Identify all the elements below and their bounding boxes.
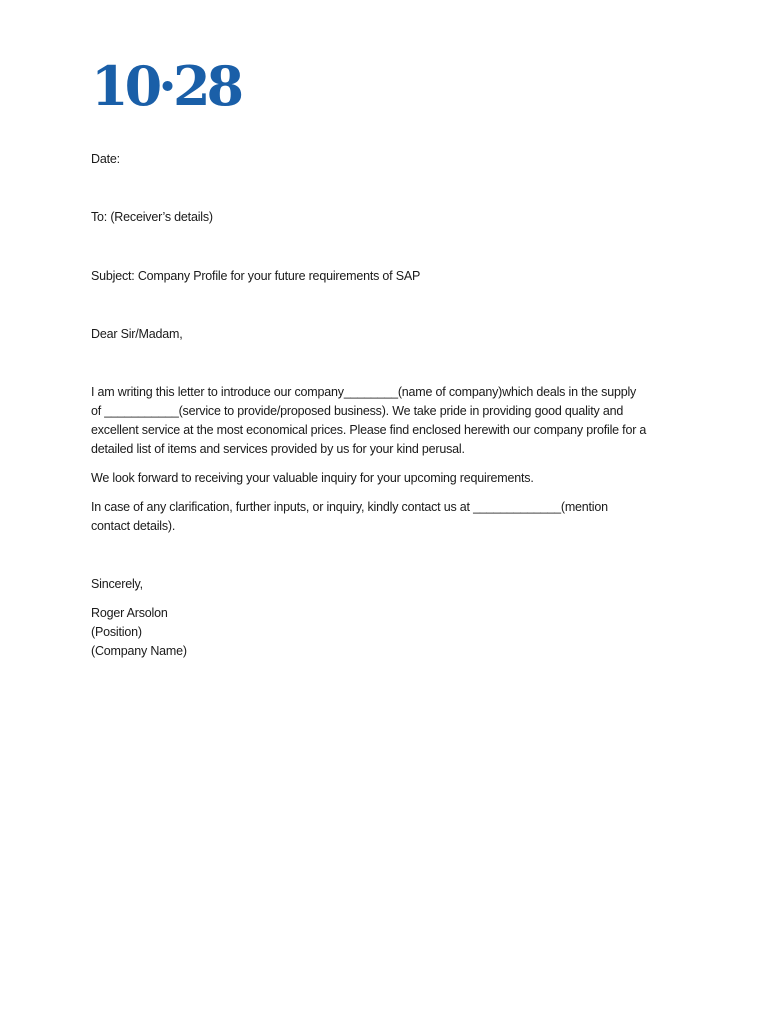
salutation: Dear Sir/Madam, <box>91 327 183 341</box>
date-label: Date: <box>91 152 120 166</box>
paragraph-line: excellent service at the most economical prices. Please find enclosed herewith our company profile for a <box>91 423 647 437</box>
recipient-line: To: (Receiver’s details) <box>91 210 213 224</box>
body-paragraph-2: We look forward to receiving your valuable inquiry for your upcoming requirements. <box>91 471 534 485</box>
subject-line: Subject: Company Profile for your future requirements of SAP <box>91 269 421 283</box>
paragraph-line: contact details). <box>91 519 176 533</box>
closing: Sincerely, <box>91 577 143 591</box>
paragraph-line: detailed list of items and services provided by us for your kind perusal. <box>91 442 465 456</box>
signature-name: Roger Arsolon <box>91 606 168 620</box>
body-paragraph-1 <box>91 383 691 459</box>
paragraph-line: In case of any clarification, further inputs, or inquiry, kindly contact us at _____________(mention <box>91 500 608 514</box>
paragraph-line: of ___________(service to provide/proposed business). We take pride in providing good quality and <box>91 404 624 418</box>
signature-company: (Company Name) <box>91 644 187 658</box>
logo-text: 10·28 <box>91 58 241 114</box>
signature-position: (Position) <box>91 625 142 639</box>
paragraph-line: I am writing this letter to introduce our company________(name of company)which deals in the supply <box>91 385 637 399</box>
body-paragraph-3 <box>91 498 691 536</box>
company-logo <box>91 58 271 114</box>
